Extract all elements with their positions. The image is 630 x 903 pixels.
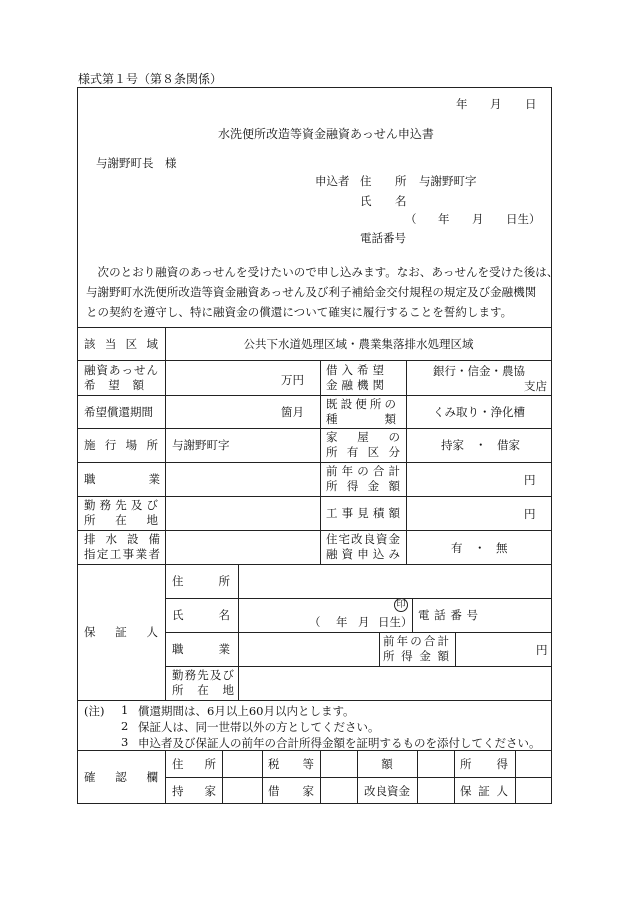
house-rented: 借家 (497, 438, 520, 452)
drain-label-line: 排 水 設 備 (84, 532, 160, 546)
confirm-cell-label: 税 等 (268, 756, 314, 771)
housing-no: 無 (496, 541, 508, 555)
housing-loan-label (326, 530, 400, 564)
guarantor-label: 保 証 人 (84, 625, 158, 639)
income-label-line: 所 得 金 額 (326, 479, 400, 493)
note-text: 償還期間は、6月以上60月以内とします。 (138, 704, 355, 718)
note-num: 3 (121, 735, 129, 749)
bank-options: 銀行・信金・農協 (433, 364, 525, 378)
drain-label (84, 530, 160, 564)
rule (165, 564, 166, 700)
bank-label (326, 360, 400, 395)
site-label: 施 行 場 所 (84, 438, 158, 452)
rule (222, 750, 223, 804)
period-unit: 箇月 (281, 405, 304, 419)
applicant-birth-day: 日生） (506, 212, 541, 226)
guarantor-income-unit: 円 (536, 643, 548, 657)
statement-line: 与謝野町水洗便所改造等資金融資あっせん及び利子補給金交付規程の規定及び金融機関 (86, 285, 537, 299)
estimate-label: 工 事 見 積 額 (326, 506, 400, 520)
guarantor-income-label (383, 632, 451, 666)
estimate-unit: 円 (524, 507, 536, 521)
date-year: 年 (456, 97, 468, 111)
job-label: 職 業 (84, 472, 160, 486)
rule (320, 360, 321, 564)
loan-amount-unit: 万円 (281, 373, 304, 387)
notes-prefix: (注) (84, 704, 105, 718)
rule (417, 750, 418, 804)
rule (515, 750, 516, 804)
guarantor-birth-day: 日生） (378, 615, 413, 629)
confirm-cell-label: 所 得 (460, 756, 508, 771)
addressee: 与謝野町長 様 (96, 156, 177, 170)
applicant-address-value: 与謝野町字 (419, 174, 477, 188)
date-month: 月 (490, 97, 502, 111)
applicant-birth-month: 月 (472, 212, 484, 226)
bank-label-line: 借 入 希 望 (326, 362, 384, 377)
house-owned: 持家 (441, 438, 464, 452)
work-label-line: 勤 務 先 及 び (84, 498, 158, 512)
guarantor-work-label (172, 666, 234, 700)
applicant-name-label-1: 氏 (360, 194, 372, 208)
rule (77, 700, 552, 701)
rule (320, 750, 321, 804)
guarantor-phone-label: 電 話 番 号 (418, 608, 478, 622)
bank-branch: 支店 (524, 379, 547, 393)
house-dot: ・ (475, 438, 487, 452)
form-title: 水洗便所改造等資金融資あっせん申込書 (218, 127, 434, 141)
drain-label-line: 指 定 工 事 業 者 (84, 547, 160, 561)
rule (165, 327, 166, 564)
statement-line: との契約を遵守し、特に融資金の償還について確実に履行することを誓約します。 (86, 305, 513, 319)
confirm-cell-label: 持 家 (172, 783, 216, 798)
rule (454, 750, 455, 804)
guarantor-birth-open: （ (309, 615, 321, 629)
bank-label-line: 金 融 機 関 (326, 377, 384, 392)
loan-amount-label-line: 希 望 額 (84, 377, 144, 392)
housing-dot: ・ (474, 541, 486, 555)
rule (455, 632, 456, 666)
loan-amount-label-line: 融 資 あ っ せ ん (84, 362, 158, 377)
toilet-label-line: 種 類 (326, 411, 396, 426)
form-number: 様式第１号（第８条関係） (78, 72, 223, 86)
guarantor-name-label: 氏 名 (172, 608, 230, 622)
work-label-line: 所 在 地 (84, 513, 158, 527)
guarantor-job-label: 職 業 (172, 642, 230, 656)
housing-loan-label-line: 住 宅 改 良 資 金 (326, 532, 400, 546)
note-text: 申込者及び保証人の前年の合計所得金額を証明するものを添付してください。 (138, 736, 541, 750)
period-label: 希望償還期間 (84, 404, 153, 419)
loan-amount-label (84, 360, 158, 395)
applicant-address-label-2: 所 (395, 174, 407, 188)
house-label-line: 家 屋 の (326, 430, 400, 444)
guarantor-address-label: 住 所 (172, 574, 230, 588)
rule (238, 564, 239, 700)
rule (406, 360, 407, 564)
guarantor-work-label-line: 勤 務 先 及 び (172, 668, 234, 682)
rule (165, 750, 166, 804)
toilet-label (326, 395, 400, 428)
confirm-cell-label: 改良資金 (364, 783, 410, 798)
house-label-line: 所 有 区 分 (326, 445, 400, 459)
seal-mark: 印 (394, 598, 408, 612)
applicant-birth-year: 年 (438, 212, 450, 226)
guarantor-income-label-line: 前 年 の 合 計 (383, 634, 449, 648)
area-value: 公共下水道処理区域・農業集落排水処理区域 (243, 336, 474, 351)
note-text: 保証人は、同一世帯以外の方としてください。 (138, 720, 380, 734)
income-unit: 円 (524, 473, 536, 487)
note-num: 2 (121, 719, 129, 733)
income-label-line: 前 年 の 合 計 (326, 464, 400, 478)
confirm-cell-label: 額 (381, 756, 393, 771)
confirm-cell-label: 借 家 (268, 783, 314, 798)
guarantor-birth-month: 月 (358, 615, 370, 629)
applicant-label: 申込者 (315, 174, 350, 188)
applicant-birth-open: （ (405, 212, 417, 226)
guarantor-birth-year: 年 (336, 615, 348, 629)
guarantor-income-label-line: 所 得 金 額 (383, 649, 449, 663)
applicant-name-label-2: 名 (395, 194, 407, 208)
toilet-options: くみ取り・浄化槽 (433, 404, 525, 419)
note-num: 1 (121, 703, 129, 717)
confirm-cell-label: 住 所 (172, 756, 216, 771)
rule (262, 750, 263, 804)
housing-loan-label-line: 融 資 申 込 み (326, 547, 400, 561)
rule (379, 632, 380, 666)
applicant-phone-label: 電話番号 (360, 231, 406, 245)
area-label: 該 当 区 域 (84, 336, 158, 351)
guarantor-work-label-line: 所 在 地 (172, 683, 234, 697)
site-value: 与謝野町字 (172, 438, 230, 452)
date-day: 日 (525, 97, 537, 111)
income-label (326, 462, 400, 496)
applicant-address-label-1: 住 (360, 174, 372, 188)
house-label (326, 428, 400, 462)
statement (86, 262, 559, 322)
confirm-cell-label: 保 証 人 (460, 783, 508, 798)
housing-yes: 有 (451, 541, 463, 555)
statement-line: 次のとおり融資のあっせんを受けたいので申し込みます。なお、あっせんを受けた後は、 (86, 265, 559, 279)
toilet-label-line: 既 設 便 所 の (326, 396, 396, 411)
confirmation-label: 確 認 欄 (84, 770, 158, 784)
work-label (84, 496, 160, 530)
